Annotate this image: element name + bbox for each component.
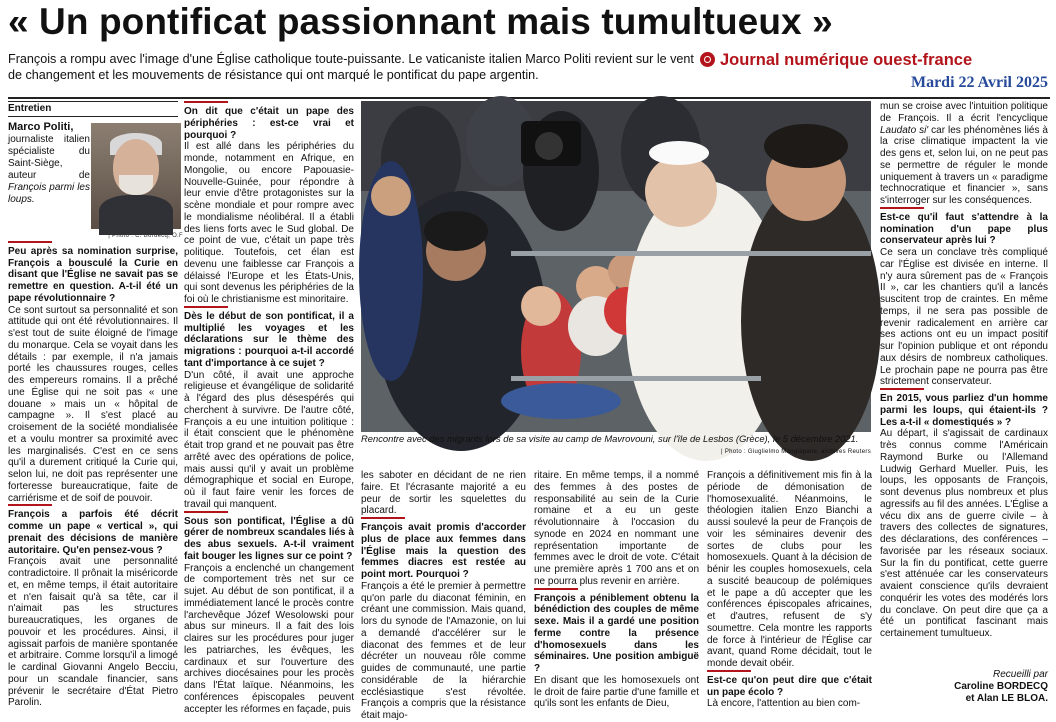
answer: Là encore, l'attention au bien com- (707, 698, 861, 710)
question: Dès le début de son pontificat, il a multiplié les voyages et les déclarations sur le thème des migrations : pourquoi a-t-il accordé tant d'importance à ce sujet ? (184, 306, 354, 370)
answer: François a été le premier à permettre qu'on parle du diaconat féminin, en créant une commission. Mais quand, lors du synode de l'Amazonie, on lui a demandé d'accélérer sur le diaconat des femmes et de leur décréter un nouveau rôle comme guides de communauté, une partie considérable de la hiérarchie ecclésiastique s'est révoltée. François a compris que la résistance était majo- (361, 580, 526, 721)
question: François a parfois été décrit comme un pape « vertical », qui prenait des décisions de manière autoritaire. Qu'en pensez-vous ? (8, 504, 178, 556)
answer: François a définitivement mis fin à la période de démonisation de l'homosexualité. Néanmoins, le théologien italien Enzo Bianchi a aussi soulevé la peur de François de voir les séminaires devenir des sortes de clubs pour les homosexuels. Quant à la décision de bénir les couples homosexuels, cela a suscité beaucoup de polémiques et le pape a dû accepter que les conférences épiscopales africaines, et d'autres, refusent de s'y soumettre. Cela montre les rapports de force à l'intérieur de l'Église car avant, quand Rome décidait, tout le monde devait obéir. (707, 470, 872, 669)
author-portrait (91, 123, 181, 229)
column-6 (880, 101, 1048, 667)
answer: Il est allé dans les périphéries du monde, notamment en Afrique, en Mongolie, ou encore Papouasie-Nouvelle-Guinée, pour répondre à leur envie d'être protagonistes sur la scène mondiale et pour rompre avec le mondialisme néolibéral. Il a établi des liens forts avec le Sud global. De ce point de vue, c'était un pape très politique. Toutefois, cet élan est devenu une faiblesse car François a délaissé l'Europe et les États-Unis, qui sont devenus les périphéries de la foi où le christianisme est minoritaire. (184, 141, 354, 305)
answer: D'un côté, il avait une approche religieuse et évangélique de solidarité à l'égard des plus désespérés qui cherchent à survivre. De l'autre côté, François a eu une intuition politique : il était conscient que le phénomène était trop grand et ne pouvait pas être arrêté avec des opérations de police, mais aussi qu'il y avait un problème démographique et social en Europe, où il faut faire venir les forces de travail qui manquent. (184, 369, 354, 510)
brand-name-text: Journal numérique ouest-france (720, 51, 973, 69)
question: En 2015, vous parliez d'un homme parmi les loups, qui étaient-ils ? Les a-t-il « domestiqués » ? (880, 388, 1048, 428)
portrait-credit: | Photo : C. Bordecq, O.F (108, 232, 183, 239)
answer: les saboter en décidant de ne rien faire. Et l'écrasante majorité a eu peur de sortir les squelettes du placard. (361, 470, 526, 517)
column-5 (707, 470, 872, 710)
question: Sous son pontificat, l'Église a dû gérer de nombreux scandales liés à des abus sexuels. A-t-il vraiment fait bouger les lignes sur ce point ? (184, 511, 354, 563)
byline-author-1: Caroline BORDECQ (954, 681, 1048, 692)
brand-name (700, 50, 1050, 70)
answer: François avait une personnalité contradictoire. Il prônait la miséricorde et, en même temps, il était autoritaire et n'en faisait qu'à sa tête, car il n'aimait pas les structures bureaucratiques, les organes de pouvoir et les procédures. Ainsi, il agissait parfois de manière spontanée et arbitraire. Comme lorsqu'il a limogé le cardinal Giovanni Angelo Becciu, pour un scandale financier, sans prévenir le secrétaire d'État Pietro Parolin. (8, 556, 178, 709)
publication-date: Mardi 22 Avril 2025 (910, 74, 1048, 91)
author-name: Marco Politi, (8, 120, 74, 133)
question: François a péniblement obtenu la bénédiction des couples de même sexe. Mais il a gardé une position ferme contre la présence d'homosexuels dans les séminaires. Une position ambiguë ? (534, 588, 699, 675)
ouest-france-logo-icon (700, 52, 715, 67)
column-1 (8, 101, 183, 709)
question: Est-ce qu'on peut dire que c'était un pape écolo ? (707, 670, 872, 699)
column-3 (361, 470, 526, 721)
answer: Ce sera un conclave très compliqué car l'Église est divisée en interne. Il n'y aura sûrement pas de « François II », car les chantiers qu'il a lancés suscitent trop de craintes. En même temps, il ne sera pas possible de revenir radicalement en arrière car ses actions ont eu un impact positif sur l'opinion publique et ont répondu aux désirs de nombreux catholiques. Le prochain pape ne pourra pas être strictement conservateur. (880, 247, 1048, 388)
answer: François a enclenché un changement de comportement très net sur ce sujet. Au début de son pontificat, il a immédiatement lancé le procès contre l'archevêque Józef Wesolowski pour abus sur mineurs. Il a fait des lois claires sur les procédures pour juger les patriarches, les évêques, les cardinaux et sur l'ouverture des archives diocésaines pour les procès dans l'État laïque. Néanmoins, les conférences épiscopales peuvent accepter les réformes en façade, puis (184, 562, 354, 715)
author-box (8, 120, 183, 241)
byline-intro: Recueilli par (992, 669, 1048, 680)
lead-photo (361, 101, 871, 432)
question: Peu après sa nomination surprise, François a bousculé la Curie en disant que l'Église ne savait pas se remettre en question. A-t-il été un pape révolutionnaire ? (8, 241, 178, 305)
section-label: Entretien (8, 101, 178, 117)
column-2 (184, 101, 354, 715)
byline-author-2: et Alan LE BLOA. (965, 693, 1048, 704)
lede: François a rompu avec l'image d'une Église catholique toute-puissante. Le vaticaniste italien Marco Politi revient sur le vent de changement et les mouvements de résistance qui ont marqué le pontificat du pape argentin. (8, 52, 694, 82)
answer: mun se croise avec l'intuition politique de François. Il a écrit l'encyclique Laudato si' car les phénomènes liés à la crise climatique impactent la vie des gens et, selon lui, on ne peut pas se permettre de réguler le monde uniquement à travers un « paradigme technocratique et financier », sans s'interroger sur les conséquences. (880, 101, 1048, 206)
headline: « Un pontificat passionnant mais tumultueux » (8, 1, 833, 42)
photo-caption: Rencontre avec des migrants lors de sa visite au camp de Mavrovouni, sur l'île de Lesbos (Grèce), le 5 décembre 2021. (361, 433, 859, 444)
answer: ritaire. En même temps, il a nommé des femmes à des postes de responsabilité au sein de la Curie romaine et a eu un geste révolutionnaire à l'occasion du synode en 2024 en nommant une représentation importante de femmes avec le droit de vote. C'était une première après 1 700 ans et on ne pourra plus revenir en arrière. (534, 470, 699, 587)
question: Est-ce qu'il faut s'attendre à la nomination d'un pape plus conservateur après lui ? (880, 207, 1048, 247)
answer: Au départ, il s'agissait de cardinaux très connus comme l'Américain Raymond Burke ou l'Allemand Ludwig Gerhard Mueller. Puis, les loups, les opposants de François, sont devenus plus nombreux et plus agressifs au fil des années. L'Église a vécu dix ans de guerre civile – à travers des collectes de signatures, des déclarations, des conférences – favorisée par les réseaux sociaux. Sur la fin du pontificat, cette guerre s'est atténuée car les conservateurs avaient conscience qu'ils devraient conquérir les votes des modérés lors du conclave. On peut dire que ça a été un pontificat fascinant mais certainement tumultueux. (880, 428, 1048, 639)
author-description: journaliste italien spécialiste du Saint-Siège, auteur de (8, 133, 90, 181)
question: François avait promis d'accorder plus de place aux femmes dans l'Église mais la question des femmes diacres est restée au point mort. Pourquoi ? (361, 517, 526, 581)
answer: Ce sont surtout sa personnalité et son attitude qui ont été révolutionnaires. Il s'est tout de suite éloigné de l'image du monarque. Cela se voyait dans les détails : par exemple, il n'a jamais porté les chaussures rouges, celles des empereurs romains. Il a prêché une Église qui ne soit pas « une douane » mais un « hôpital de campagne ». Il s'est placé au croisement de la société mondialisée et a voulu montrer sa proximité avec les marginalisés. C'est en ce sens qu'il a durement critiqué la Curie qui, selon lui, ne doit pas représenter une forteresse bureaucratique, faite de carriérisme et de soif de pouvoir. (8, 304, 178, 504)
photo-credit: | Photo : Giuglielmo Mangiapane, archives Reuters (721, 449, 871, 455)
column-4 (534, 470, 699, 710)
question: On dit que c'était un pape des périphéries : est-ce vrai et pourquoi ? (184, 101, 354, 141)
answer: En disant que les homosexuels ont le droit de faire partie d'une famille et qu'ils sont les enfants de Dieu, (534, 674, 699, 710)
author-book: François parmi les loups. (8, 181, 90, 205)
encyclical-title: Laudato si' (880, 124, 929, 136)
byline (880, 669, 1048, 705)
header-rule (8, 97, 1050, 99)
author-bio (8, 121, 90, 206)
photo-illustration (361, 101, 871, 432)
